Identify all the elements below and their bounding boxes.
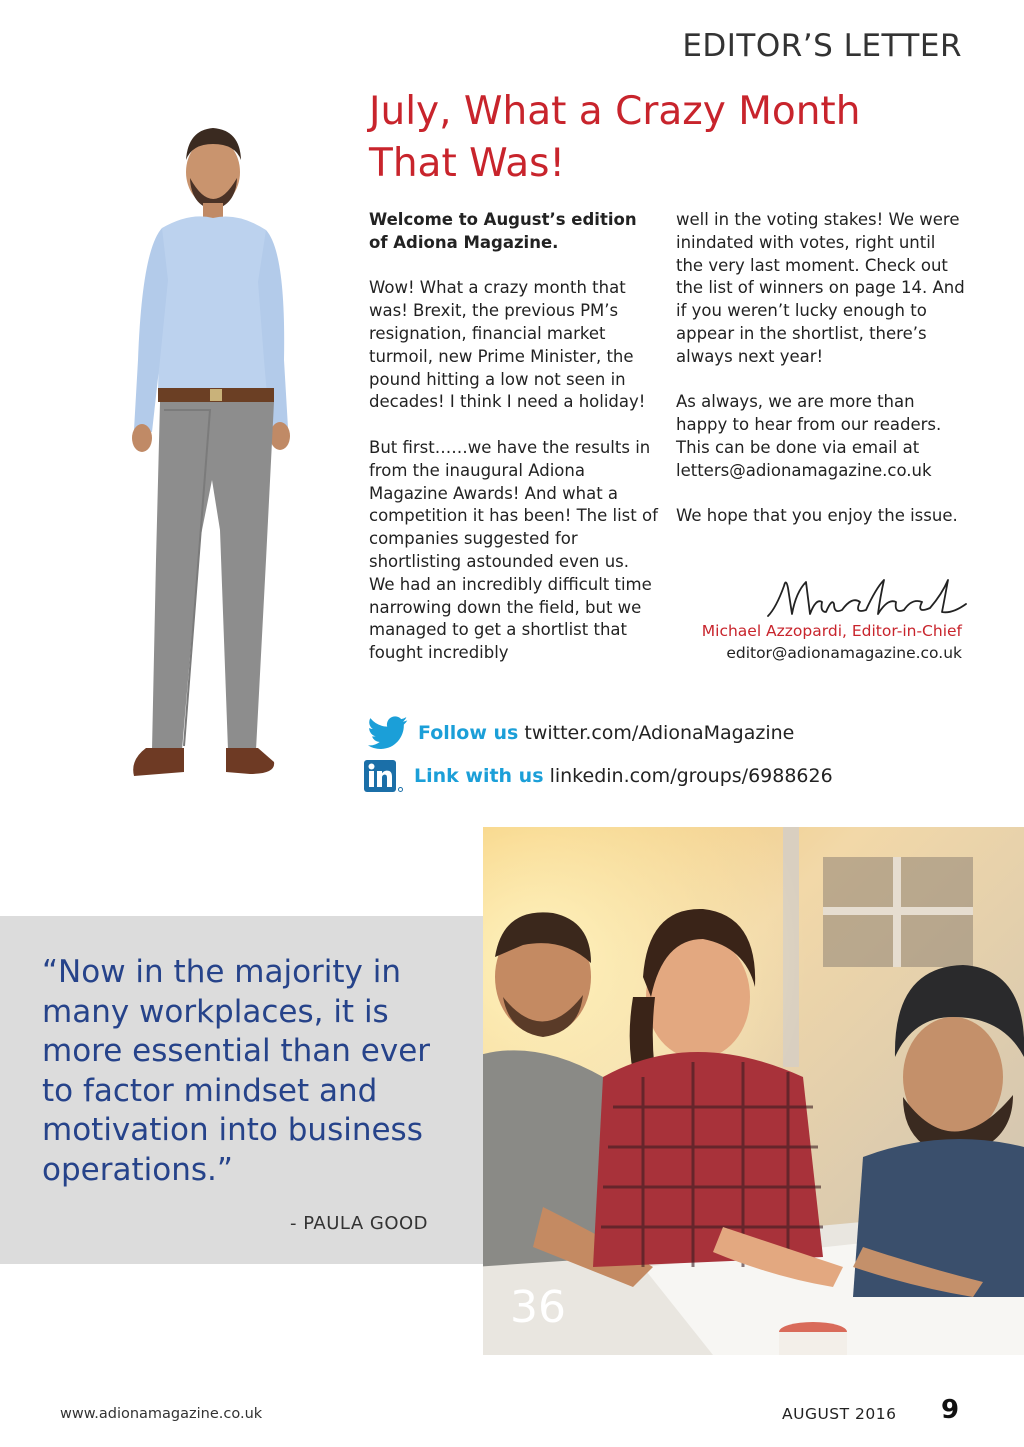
footer-page-number: 9	[941, 1395, 960, 1425]
linkedin-link[interactable]	[364, 758, 833, 794]
linkedin-icon	[364, 758, 404, 794]
footer-website[interactable]: www.adionamagazine.co.uk	[60, 1406, 263, 1422]
editor-signature	[762, 568, 972, 624]
headline-line-2: That Was!	[369, 141, 566, 186]
linkedin-lead-in: Link with us	[414, 765, 544, 787]
section-label: EDITOR’S LETTER	[682, 28, 962, 64]
footer-issue-date: AUGUST 2016	[782, 1405, 897, 1423]
letter-paragraph: We hope that you enjoy the issue.	[676, 506, 958, 526]
twitter-bird-icon	[368, 716, 408, 750]
letter-column-1	[369, 209, 659, 688]
feature-photo[interactable]	[483, 827, 1024, 1355]
pullquote-author: - PAULA GOOD	[290, 1213, 429, 1234]
letter-paragraph: As always, we are more than happy to hear from our readers. This can be done via email at letters@adionamagazine.co.uk	[676, 392, 942, 480]
twitter-url[interactable]: twitter.com/AdionaMagazine	[524, 722, 795, 744]
letter-column-2	[676, 209, 966, 551]
page-title	[369, 86, 969, 190]
letter-paragraph: Wow! What a crazy month that was! Brexit, the previous PM’s resignation, financial market turmoil, new Prime Minister, the pound hitting a low not seen in decades! I think I need a holiday!	[369, 278, 646, 412]
letter-paragraph: But first……we have the results in from the inaugural Adiona Magazine Awards! And what a competition it has been! The list of companies suggested for shortlisting astounded even us. We had an incredibly difficult time narrowing down the field, but we managed to get a shortlist that fought incredibly	[369, 437, 658, 663]
editor-email[interactable]: editor@adionamagazine.co.uk	[726, 644, 962, 662]
twitter-lead-in: Follow us	[418, 722, 519, 744]
twitter-link[interactable]	[368, 716, 794, 750]
letter-lead-paragraph: Welcome to August’s edition of Adiona Magazine.	[369, 210, 637, 252]
linkedin-url[interactable]: linkedin.com/groups/6988626	[549, 765, 833, 787]
letter-paragraph: well in the voting stakes! We were inindated with votes, right until the very last moment. Check out the list of winners on page 14. And if you weren’t lucky enough to appear in the shortlist, there’s always next year!	[676, 210, 965, 366]
editor-name: Michael Azzopardi, Editor-in-Chief	[701, 622, 962, 640]
headline-line-1: July, What a Crazy Month	[369, 89, 861, 134]
feature-page-number: 36	[510, 1282, 566, 1333]
editor-portrait	[60, 60, 340, 800]
pullquote-text: “Now in the majority in many workplaces, it is more essential than ever to factor mindset and motivation into business operations.”	[42, 954, 431, 1188]
